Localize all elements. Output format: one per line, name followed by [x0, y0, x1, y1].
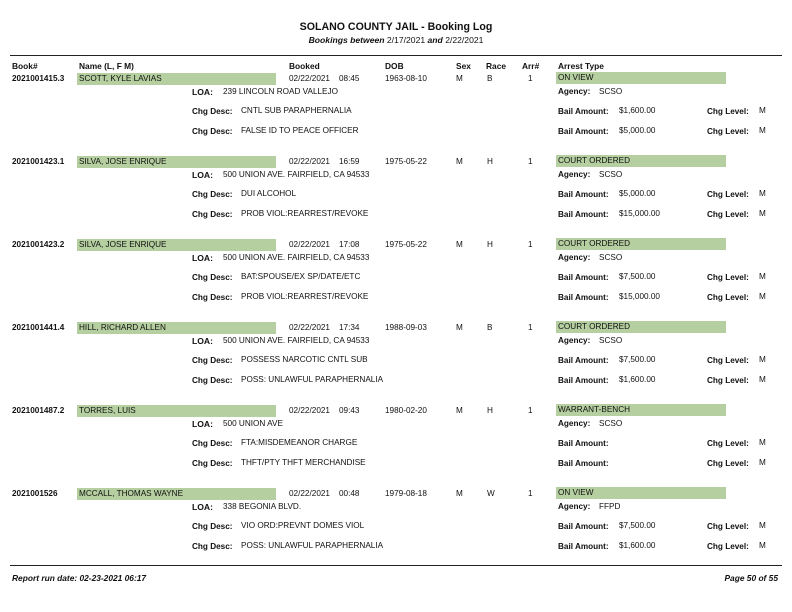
chg-desc-value: VIO ORD:PREVNT DOMES VIOL [241, 521, 365, 530]
loa-label: LOA: [192, 419, 214, 429]
bail-amount-value: $1,600.00 [619, 541, 656, 550]
booking-record [0, 405, 792, 485]
book-number: 2021001423.2 [12, 240, 65, 249]
booked-time: 09:43 [339, 406, 360, 415]
page-number: Page 50 of 55 [724, 573, 778, 583]
sex: M [456, 489, 463, 498]
agency-label: Agency: [558, 419, 591, 428]
booking-record [0, 156, 792, 236]
dob: 1979-08-18 [385, 489, 427, 498]
chg-level-value: M [759, 106, 766, 115]
loa-value: 239 LINCOLN ROAD VALLEJO [223, 87, 338, 96]
loa-value: 500 UNION AVE. FAIRFIELD, CA 94533 [223, 170, 370, 179]
agency-value: SCSO [599, 419, 623, 428]
inmate-name: MCCALL, THOMAS WAYNE [77, 488, 276, 500]
bail-amount-label: Bail Amount: [558, 356, 609, 365]
race: W [487, 489, 495, 498]
agency-label: Agency: [558, 336, 591, 345]
subtitle-prefix: Bookings between [308, 35, 385, 45]
report-run-date: Report run date: 02-23-2021 06:17 [12, 573, 147, 583]
booked-date: 02/22/2021 [289, 489, 330, 498]
agency-value: SCSO [599, 253, 623, 262]
col-race: Race [486, 61, 507, 71]
loa-label: LOA: [192, 87, 214, 97]
chg-desc-value: BAT:SPOUSE/EX SP/DATE/ETC [241, 272, 361, 281]
bail-amount-label: Bail Amount: [558, 459, 609, 468]
bail-amount-label: Bail Amount: [558, 190, 609, 199]
chg-level-value: M [759, 541, 766, 550]
date-from: 2/17/2021 [386, 35, 426, 45]
bail-amount-label: Bail Amount: [558, 293, 609, 302]
chg-level-label: Chg Level: [707, 542, 749, 551]
race: H [487, 240, 493, 249]
book-number: 2021001487.2 [12, 406, 65, 415]
bail-amount-label: Bail Amount: [558, 522, 609, 531]
chg-level-value: M [759, 438, 766, 447]
agency-value: SCSO [599, 170, 623, 179]
booked-date: 02/22/2021 [289, 240, 330, 249]
chg-level-label: Chg Level: [707, 107, 749, 116]
agency-label: Agency: [558, 87, 591, 96]
dob: 1963-08-10 [385, 74, 427, 83]
inmate-name: HILL, RICHARD ALLEN [77, 322, 276, 334]
agency-label: Agency: [558, 253, 591, 262]
chg-level-label: Chg Level: [707, 459, 749, 468]
loa-value: 500 UNION AVE. FAIRFIELD, CA 94533 [223, 336, 370, 345]
loa-label: LOA: [192, 253, 214, 263]
chg-desc-value: POSSESS NARCOTIC CNTL SUB [241, 355, 368, 364]
arrest-number: 1 [528, 240, 533, 249]
sex: M [456, 157, 463, 166]
col-arrest-type: Arrest Type [558, 61, 604, 71]
chg-desc-value: PROB VIOL:REARREST/REVOKE [241, 292, 369, 301]
chg-desc-label: Chg Desc: [192, 210, 233, 219]
booking-record [0, 322, 792, 402]
loa-label: LOA: [192, 170, 214, 180]
inmate-name: SILVA, JOSE ENRIQUE [77, 156, 276, 168]
report-title: SOLANO COUNTY JAIL - Booking Log [299, 21, 493, 33]
dob: 1988-09-03 [385, 323, 427, 332]
chg-level-value: M [759, 126, 766, 135]
header-top-rule [10, 55, 782, 56]
footer-rule [10, 565, 782, 566]
race: B [487, 323, 493, 332]
chg-desc-value: POSS: UNLAWFUL PARAPHERNALIA [241, 541, 384, 550]
chg-level-label: Chg Level: [707, 522, 749, 531]
chg-desc-value: PROB VIOL:REARREST/REVOKE [241, 209, 369, 218]
bail-amount-value: $5,000.00 [619, 126, 656, 135]
arrest-number: 1 [528, 74, 533, 83]
arrest-number: 1 [528, 406, 533, 415]
arrest-number: 1 [528, 323, 533, 332]
dob: 1980-02-20 [385, 406, 427, 415]
booked-time: 00:48 [339, 489, 360, 498]
chg-level-label: Chg Level: [707, 210, 749, 219]
chg-desc-value: FTA:MISDEMEANOR CHARGE [241, 438, 358, 447]
chg-desc-value: POSS: UNLAWFUL PARAPHERNALIA [241, 375, 384, 384]
loa-value: 500 UNION AVE [223, 419, 283, 428]
col-arr: Arr# [522, 61, 540, 71]
chg-desc-value: CNTL SUB PARAPHERNALIA [241, 106, 352, 115]
arrest-number: 1 [528, 157, 533, 166]
chg-desc-label: Chg Desc: [192, 127, 233, 136]
chg-desc-value: DUI ALCOHOL [241, 189, 297, 198]
chg-level-label: Chg Level: [707, 356, 749, 365]
inmate-name: SCOTT, KYLE LAVIAS [77, 73, 276, 85]
bail-amount-value: $15,000.00 [619, 209, 660, 218]
col-name: Name (L, F M) [79, 61, 134, 71]
arrest-type: COURT ORDERED [556, 238, 726, 250]
arrest-type: COURT ORDERED [556, 155, 726, 167]
sex: M [456, 406, 463, 415]
chg-level-label: Chg Level: [707, 190, 749, 199]
chg-level-label: Chg Level: [707, 293, 749, 302]
arrest-type: WARRANT-BENCH [556, 404, 726, 416]
booked-date: 02/22/2021 [289, 323, 330, 332]
loa-value: 338 BEGONIA BLVD. [223, 502, 302, 511]
chg-level-label: Chg Level: [707, 376, 749, 385]
booked-time: 16:59 [339, 157, 360, 166]
book-number: 2021001526 [12, 489, 58, 498]
bail-amount-value: $7,500.00 [619, 355, 656, 364]
chg-level-value: M [759, 189, 766, 198]
col-dob: DOB [385, 61, 404, 71]
booking-record [0, 73, 792, 153]
sex: M [456, 323, 463, 332]
chg-desc-value: FALSE ID TO PEACE OFFICER [241, 126, 359, 135]
chg-level-label: Chg Level: [707, 439, 749, 448]
bail-amount-label: Bail Amount: [558, 210, 609, 219]
chg-level-label: Chg Level: [707, 127, 749, 136]
bail-amount-value: $15,000.00 [619, 292, 660, 301]
arrest-number: 1 [528, 489, 533, 498]
booked-time: 17:34 [339, 323, 360, 332]
chg-desc-label: Chg Desc: [192, 522, 233, 531]
bail-amount-value: $1,600.00 [619, 106, 656, 115]
chg-desc-label: Chg Desc: [192, 293, 233, 302]
inmate-name: TORRES, LUIS [77, 405, 276, 417]
book-number: 2021001423.1 [12, 157, 65, 166]
col-booked: Booked [289, 61, 320, 71]
chg-level-value: M [759, 272, 766, 281]
agency-value: FFPD [599, 502, 621, 511]
bail-amount-label: Bail Amount: [558, 376, 609, 385]
chg-level-value: M [759, 209, 766, 218]
booked-time: 17:08 [339, 240, 360, 249]
race: H [487, 157, 493, 166]
bail-amount-label: Bail Amount: [558, 107, 609, 116]
bail-amount-label: Bail Amount: [558, 273, 609, 282]
sex: M [456, 74, 463, 83]
race: H [487, 406, 493, 415]
arrest-type: COURT ORDERED [556, 321, 726, 333]
arrest-type: ON VIEW [556, 487, 726, 499]
loa-label: LOA: [192, 502, 214, 512]
bail-amount-value: $5,000.00 [619, 189, 656, 198]
booked-date: 02/22/2021 [289, 74, 330, 83]
agency-value: SCSO [599, 87, 623, 96]
loa-value: 500 UNION AVE. FAIRFIELD, CA 94533 [223, 253, 370, 262]
bail-amount-label: Bail Amount: [558, 542, 609, 551]
inmate-name: SILVA, JOSE ENRIQUE [77, 239, 276, 251]
chg-level-value: M [759, 458, 766, 467]
chg-level-value: M [759, 375, 766, 384]
race: B [487, 74, 493, 83]
booking-record [0, 488, 792, 568]
chg-desc-label: Chg Desc: [192, 439, 233, 448]
bail-amount-value: $7,500.00 [619, 272, 656, 281]
agency-label: Agency: [558, 502, 591, 511]
chg-level-label: Chg Level: [707, 273, 749, 282]
subtitle-and: and [427, 35, 443, 45]
col-sex: Sex [456, 61, 471, 71]
col-book: Book# [12, 61, 38, 71]
chg-desc-label: Chg Desc: [192, 273, 233, 282]
chg-desc-label: Chg Desc: [192, 542, 233, 551]
book-number: 2021001415.3 [12, 74, 65, 83]
sex: M [456, 240, 463, 249]
booked-time: 08:45 [339, 74, 360, 83]
chg-desc-label: Chg Desc: [192, 356, 233, 365]
chg-level-value: M [759, 355, 766, 364]
booked-date: 02/22/2021 [289, 406, 330, 415]
chg-desc-label: Chg Desc: [192, 376, 233, 385]
dob: 1975-05-22 [385, 157, 427, 166]
bail-amount-label: Bail Amount: [558, 127, 609, 136]
agency-label: Agency: [558, 170, 591, 179]
loa-label: LOA: [192, 336, 214, 346]
chg-desc-label: Chg Desc: [192, 459, 233, 468]
arrest-type: ON VIEW [556, 72, 726, 84]
bail-amount-label: Bail Amount: [558, 439, 609, 448]
book-number: 2021001441.4 [12, 323, 65, 332]
booked-date: 02/22/2021 [289, 157, 330, 166]
chg-level-value: M [759, 292, 766, 301]
report-subtitle [0, 35, 792, 45]
bail-amount-value: $7,500.00 [619, 521, 656, 530]
chg-desc-label: Chg Desc: [192, 107, 233, 116]
chg-desc-label: Chg Desc: [192, 190, 233, 199]
date-to: 2/22/2021 [445, 35, 484, 45]
chg-desc-value: THFT/PTY THFT MERCHANDISE [241, 458, 366, 467]
dob: 1975-05-22 [385, 240, 427, 249]
agency-value: SCSO [599, 336, 623, 345]
chg-level-value: M [759, 521, 766, 530]
bail-amount-value: $1,600.00 [619, 375, 656, 384]
booking-record [0, 239, 792, 319]
